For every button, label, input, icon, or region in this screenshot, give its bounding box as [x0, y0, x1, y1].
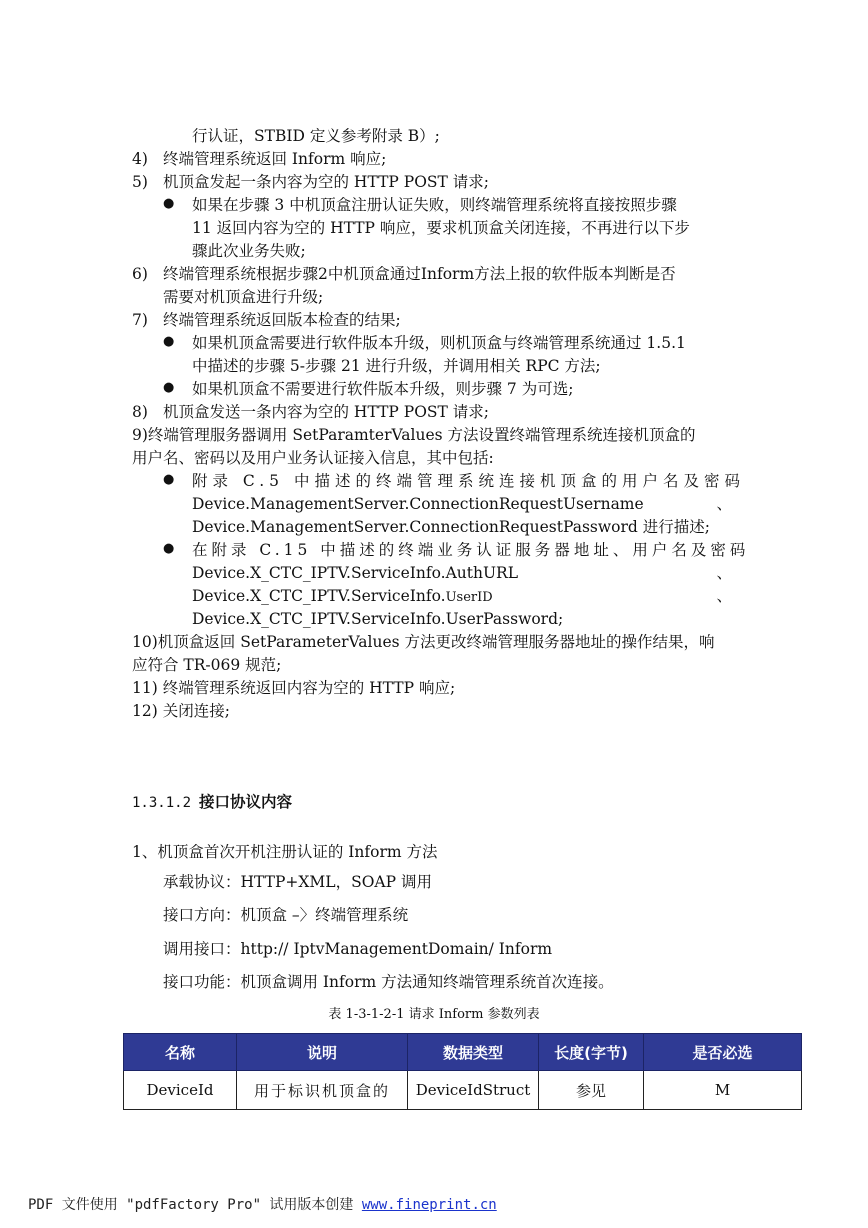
step-8-text: 机顶盒发送一条内容为空的 HTTP POST 请求;	[163, 403, 490, 421]
bullet-text: Device.X_CTC_IPTV.ServiceInfo.UserPassword;	[192, 610, 564, 628]
step-number-4: 4)	[132, 150, 148, 168]
bullet-text: 11 返回内容为空的 HTTP 响应，要求机顶盒关闭连接，不再进行以下步	[192, 219, 690, 237]
bullet-text: 中描述的步骤 5-步骤 21 进行升级，并调用相关 RPC 方法;	[192, 357, 601, 375]
header-required: 是否必选	[644, 1034, 802, 1071]
parameter-name: Device.X_CTC_IPTV.ServiceInfo.UserID	[192, 587, 493, 605]
bullet-icon: ●	[163, 334, 175, 349]
justified-line	[192, 586, 732, 608]
bullet-icon: ●	[163, 380, 175, 395]
table-caption: 表 1-3-1-2-1 请求 Inform 参数列表	[328, 1007, 540, 1022]
step-number-7: 7)	[132, 311, 148, 329]
step-number-6: 6)	[132, 265, 148, 283]
separator: 、	[716, 587, 732, 605]
step-7-text: 终端管理系统返回版本检查的结果;	[163, 311, 401, 329]
bullet-text: 在附录 C.15 中描述的终端业务认证服务器地址、用户名及密码	[192, 541, 750, 559]
justified-line	[192, 494, 732, 514]
step-6-text: 需要对机顶盒进行升级;	[163, 288, 324, 306]
pdf-footer	[28, 1195, 497, 1215]
step-number-8: 8)	[132, 403, 148, 421]
bullet-text: 如果机顶盒需要进行软件版本升级，则机顶盒与终端管理系统通过 1.5.1	[192, 334, 686, 352]
step-12-text: 12) 关闭连接;	[132, 702, 230, 720]
justified-line	[192, 563, 732, 583]
bullet-text: Device.ManagementServer.ConnectionRequestPassword 进行描述;	[192, 518, 710, 536]
list-continuation: 行认证，STBID 定义参考附录 B）;	[192, 127, 440, 145]
method-title: 1、机顶盒首次开机注册认证的 Inform 方法	[132, 843, 438, 861]
step-number-5: 5)	[132, 173, 148, 191]
step-6-text: 终端管理系统根据步骤2中机顶盒通过Inform方法上报的软件版本判断是否	[163, 265, 676, 283]
cell-required: M	[644, 1071, 802, 1110]
cell-description: 用于标识机顶盒的	[237, 1071, 408, 1110]
bullet-icon: ●	[163, 472, 175, 487]
header-data-type: 数据类型	[408, 1034, 539, 1071]
separator: 、	[716, 564, 732, 582]
bullet-text: 骤此次业务失败;	[192, 242, 306, 260]
cell-data-type: DeviceIdStruct	[408, 1071, 539, 1110]
header-description: 说明	[237, 1034, 408, 1071]
header-length: 长度(字节)	[539, 1034, 644, 1071]
direction-line: 接口方向：机顶盒 –〉终端管理系统	[163, 906, 409, 924]
table-row	[124, 1071, 802, 1110]
cell-name: DeviceId	[124, 1071, 237, 1110]
parameter-name: Device.X_CTC_IPTV.ServiceInfo.AuthURL	[192, 564, 518, 582]
function-line: 接口功能：机顶盒调用 Inform 方法通知终端管理系统首次连接。	[163, 973, 614, 991]
bullet-icon: ●	[163, 541, 175, 556]
step-9-text: 用户名、密码以及用户业务认证接入信息，其中包括:	[132, 449, 494, 467]
step-10-text: 应符合 TR-069 规范;	[132, 656, 282, 674]
bullet-icon: ●	[163, 196, 175, 211]
bullet-text: 附录 C.5 中描述的终端管理系统连接机顶盒的用户名及密码	[192, 472, 745, 490]
parameter-name: Device.ManagementServer.ConnectionRequestUsername	[192, 495, 644, 513]
protocol-line: 承载协议：HTTP+XML，SOAP 调用	[163, 873, 432, 891]
footer-text: PDF 文件使用 "pdfFactory Pro" 试用版本创建	[28, 1197, 362, 1213]
endpoint-line: 调用接口：http:// IptvManagementDomain/ Inform	[163, 940, 553, 958]
step-11-text: 11) 终端管理系统返回内容为空的 HTTP 响应;	[132, 679, 456, 697]
table-header-row	[124, 1034, 802, 1071]
step-4-text: 终端管理系统返回 Inform 响应;	[163, 150, 387, 168]
section-number: 1.3.1.2	[132, 795, 192, 811]
bullet-text: 如果在步骤 3 中机顶盒注册认证失败，则终端管理系统将直接按照步骤	[192, 196, 677, 214]
section-heading	[132, 792, 292, 813]
bullet-text: 如果机顶盒不需要进行软件版本升级，则步骤 7 为可选;	[192, 380, 574, 398]
cell-length: 参见	[539, 1071, 644, 1110]
header-name: 名称	[124, 1034, 237, 1071]
separator: 、	[716, 495, 732, 513]
step-10-text: 10)机顶盒返回 SetParameterValues 方法更改终端管理服务器地址的操作结果，响	[132, 633, 715, 651]
section-title: 接口协议内容	[199, 793, 293, 811]
step-9-text: 9)终端管理服务器调用 SetParamterValues 方法设置终端管理系统连接机顶盒的	[132, 426, 696, 444]
parameter-table	[123, 1033, 802, 1110]
step-5-text: 机顶盒发起一条内容为空的 HTTP POST 请求;	[163, 173, 490, 191]
footer-link[interactable]: www.fineprint.cn	[361, 1197, 497, 1213]
